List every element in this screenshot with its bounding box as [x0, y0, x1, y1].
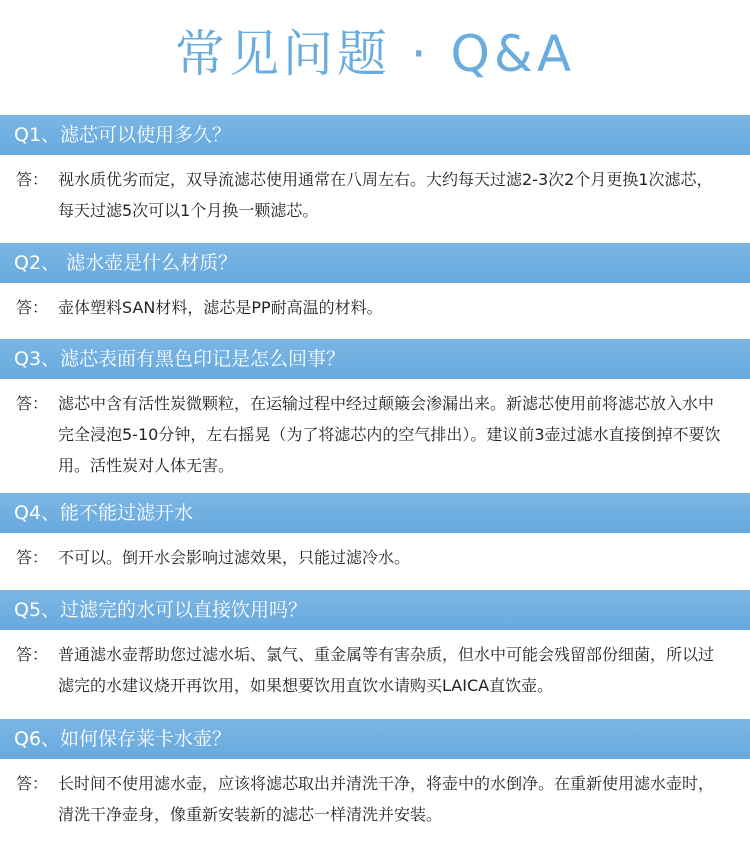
answer-paragraph: [0, 292, 750, 323]
question-heading: Q4、能不能过滤开水: [0, 493, 750, 533]
answer-paragraph: [0, 639, 750, 701]
qa-item-5: [0, 590, 750, 701]
page-title: 常见问题 · Q&A: [174, 25, 576, 83]
answer-paragraph: [0, 542, 750, 573]
answer-prefix: 答：: [16, 298, 49, 317]
answer-prefix: 答：: [16, 774, 49, 793]
question-heading: Q5、过滤完的水可以直接饮用吗？: [0, 590, 750, 630]
answer-paragraph: [0, 768, 750, 830]
answer-paragraph: [0, 164, 750, 226]
question-heading: Q1、滤芯可以使用多久？: [0, 115, 750, 155]
qa-item-6: [0, 719, 750, 830]
answer-prefix: 答：: [16, 394, 49, 413]
qa-item-3: [0, 339, 750, 481]
answer-text: 视水质优劣而定，双导流滤芯使用通常在八周左右。大约每天过滤2-3次2个月更换1次滤芯，每天过滤5次可以1个月换一颗滤芯。: [58, 170, 713, 220]
answer-prefix: 答：: [16, 548, 49, 567]
qa-item-2: [0, 243, 750, 323]
answer-text: 滤芯中含有活性炭微颗粒，在运输过程中经过颠簸会渗漏出来。新滤芯使用前将滤芯放入水中完全浸泡5-10分钟，左右摇晃（为了将滤芯内的空气排出）。建议前3壶过滤水直接倒掉不要饮用。活性炭对人体无害。: [58, 394, 721, 475]
answer-text: 长时间不使用滤水壶，应该将滤芯取出并清洗干净，将壶中的水倒净。在重新使用滤水壶时，清洗干净壶身，像重新安装新的滤芯一样清洗并安装。: [58, 774, 715, 824]
question-heading: Q3、滤芯表面有黑色印记是怎么回事？: [0, 339, 750, 379]
qa-item-4: [0, 493, 750, 573]
answer-prefix: 答：: [16, 645, 49, 664]
question-heading: Q6、如何保存莱卡水壶？: [0, 719, 750, 759]
question-heading: Q2、 滤水壶是什么材质？: [0, 243, 750, 283]
answer-prefix: 答：: [16, 170, 49, 189]
answer-text: 壶体塑料SAN材料，滤芯是PP耐高温的材料。: [58, 298, 383, 317]
answer-paragraph: [0, 388, 750, 481]
answer-text: 普通滤水壶帮助您过滤水垢、氯气、重金属等有害杂质，但水中可能会残留部份细菌，所以过滤完的水建议烧开再饮用，如果想要饮用直饮水请购买LAICA直饮壶。: [58, 645, 715, 695]
qa-item-1: [0, 115, 750, 226]
answer-text: 不可以。倒开水会影响过滤效果，只能过滤冷水。: [58, 548, 411, 567]
